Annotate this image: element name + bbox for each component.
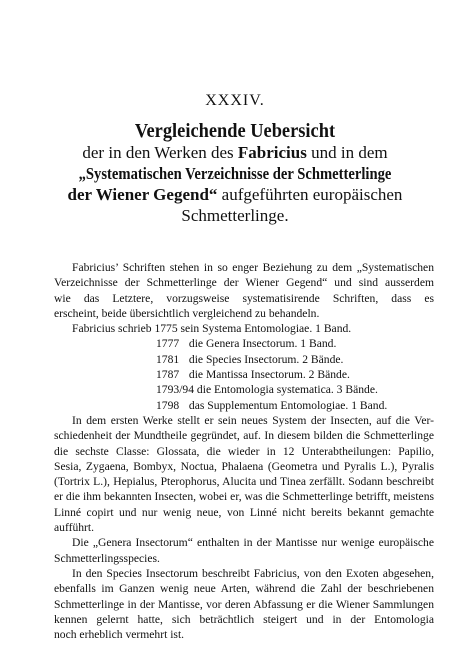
list-row: [54, 336, 434, 351]
para-2-line: die sechste Classe: Glossata, die wieder in 12 Unterabtheilungen: Papilio,: [54, 444, 434, 458]
para-2-line: aufführt.: [54, 521, 95, 535]
list-year: 1798: [156, 398, 180, 412]
chapter-heading: [40, 121, 430, 226]
heading-line-5: Schmetterlinge.: [181, 206, 289, 225]
para-2-line: er die ihm bekannten Insecten, wobei er, was die Schmetterlinge betrifft, meistens: [54, 490, 434, 504]
list-text: sein Systema Entomologiae. 1 Band.: [180, 322, 352, 336]
para-4-line: Schmetterlinge in der Mantisse, vor deren Abfassung er die Wiener Sammlungen: [54, 597, 434, 611]
para-1-line: wie das Letztere, vorzugsweise systematisirende Schriften, dass es: [54, 291, 434, 305]
heading-line-2-start: der in den Werken des: [82, 143, 238, 162]
list-row: [54, 352, 434, 367]
para-2-line: schiedenheit der Mundtheile gegründet, auf. In diesem bilden die Schmetterlinge: [54, 429, 434, 443]
list-intro: Fabricius schrieb: [72, 322, 152, 336]
list-text: die Species Insectorum. 2 Bände.: [188, 352, 344, 366]
list-text: die Mantissa Insectorum. 2 Bände.: [188, 368, 350, 382]
heading-name-fabricius: Fabricius: [237, 143, 307, 162]
heading-line-2-end: und in dem: [306, 143, 388, 162]
list-text: die Genera Insectorum. 1 Band.: [188, 337, 337, 351]
chapter-number: XXXIV.: [205, 92, 265, 109]
heading-line-2: [40, 142, 430, 163]
list-row: [54, 382, 434, 397]
list-year: 1775: [154, 322, 178, 336]
para-2-line: (Tortrix L.), Hepialus, Pterophorus, Alucita und Tinea zerfällt. Sodann beschreibt: [54, 475, 434, 489]
list-year: 1777: [156, 337, 180, 351]
body-text: [54, 260, 434, 642]
heading-line-4-end: aufgeführten europäischen: [217, 185, 403, 204]
list-row: [54, 367, 434, 382]
para-4-line: In den Species Insectorum beschreibt Fabricius, von den Exoten abgesehen,: [72, 566, 434, 580]
para-3-line: Die „Genera Insectorum“ enthalten in der Mantisse nur wenige europäische: [72, 536, 434, 550]
para-2-line: Sesia, Zygaena, Bombyx, Noctua, Phalaena (Geometra und Pyralis L.), Pyralis: [54, 459, 434, 473]
list-row: [54, 321, 434, 336]
heading-line-1: Vergleichende Uebersicht: [134, 120, 336, 142]
heading-line-3: „Systematischen Verzeichnisse der Schmetterlinge: [78, 164, 392, 183]
list-text: die Entomologia systematica. 3 Bände.: [196, 383, 378, 397]
list-row: [54, 398, 434, 413]
heading-line-4: [40, 184, 430, 205]
para-2-line: In dem ersten Werke stellt er sein neues System der Insecten, auf die Ver-: [72, 413, 434, 427]
para-4-line: ebenfalls im Ganzen wenig neue Arten, während die Zahl der beschriebenen: [54, 582, 434, 596]
list-year: 1793/94: [156, 383, 195, 397]
para-1-line: Verzeichnisse der Schmetterlinge der Wiener Gegend“ und sind ausserdem: [54, 276, 434, 290]
para-2-line: Linné copirt und nur wenig neue, von Linné nicht bereits bekannt gemachte: [54, 505, 434, 519]
list-year: 1781: [156, 352, 180, 366]
list-year: 1787: [156, 368, 180, 382]
para-4-line: noch erheblich vermehrt ist.: [54, 628, 185, 642]
para-4-line: kennen gelernt hatte, sich beträchtlich steigert und in der Entomologia: [54, 612, 434, 626]
para-1-line: erscheint, beide übersichtlich vergleichend zu behandeln.: [54, 306, 320, 320]
list-text: das Supplementum Entomologiae. 1 Band.: [188, 398, 388, 412]
heading-wiener-gegend: der Wiener Gegend“: [67, 185, 218, 204]
para-3-line: Schmetterlingsspecies.: [54, 551, 160, 565]
para-1-line: Fabricius’ Schriften stehen in so enger Beziehung zu dem „Systematischen: [72, 261, 434, 274]
